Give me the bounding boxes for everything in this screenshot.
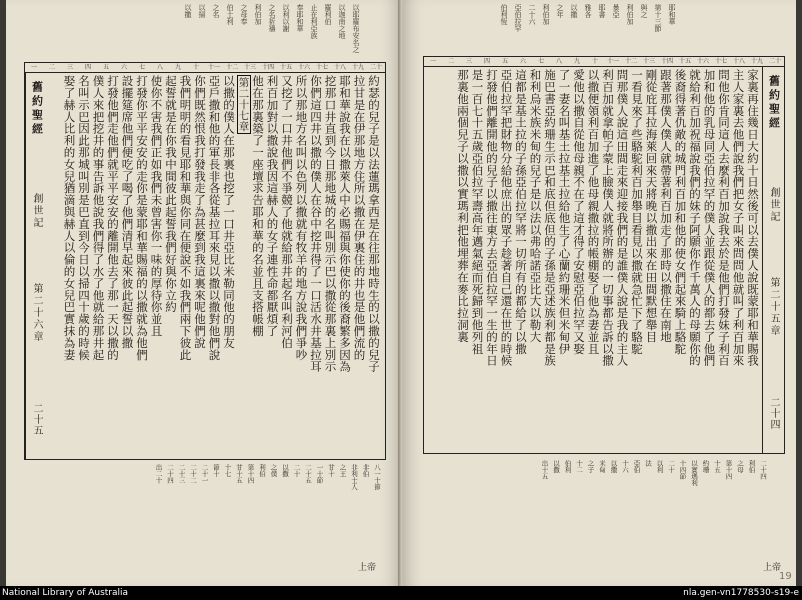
- text-column: 約瑟的兒子是以法蓮瑪拿西是在往那地時生的以撒的兒子: [367, 75, 381, 373]
- ruler-mark: 一: [429, 58, 436, 65]
- text-column: 以撒便領利百加進了他母親撒拉的帳棚娶了他為妻並且: [586, 69, 601, 355]
- ruler-mark: 十八: [732, 58, 745, 65]
- top-note: 利伯加: [254, 4, 262, 25]
- top-note: 利伯加: [542, 4, 550, 25]
- text-column: 耶和華說我在以撒萊人中必賜福與你使你的後裔繁多因為: [338, 75, 352, 373]
- bottom-note: 二十三: [177, 464, 186, 484]
- text-column: 這都是基土拉的子孫亞伯拉罕將一切所有的都給了以撒: [514, 69, 528, 355]
- text-column: 後裔得著仇敵的城門利百加和他的使女們起來騎上駱駝: [673, 69, 688, 355]
- bottom-note: 十七: [223, 464, 232, 477]
- top-note: 雅各: [584, 4, 592, 18]
- bottom-note: 利伯: [258, 464, 266, 477]
- ruler-mark: 十一: [207, 64, 220, 71]
- ruler-mark: 五: [501, 58, 508, 65]
- ruler-mark: 十五: [279, 64, 292, 71]
- bottom-note: 二十: [292, 464, 301, 477]
- page-number: 二十四: [768, 397, 779, 430]
- text-column: 你們這四井以撒的僕人在谷中挖井得了一口活水井基拉耳: [309, 75, 323, 373]
- text-column: 就給利百加祝福說我們的妹子阿願你作千萬人的母願你的: [688, 69, 702, 367]
- text-frame: [24, 62, 386, 460]
- top-note: 伯利恆: [500, 4, 508, 25]
- bottom-note: 二十五: [304, 464, 312, 484]
- bottom-note: 法: [644, 460, 652, 467]
- bottom-note: 以撒: [609, 460, 618, 473]
- ruler-mark: 十三: [243, 64, 256, 71]
- top-annotations: [443, 4, 676, 64]
- footer-identifier: nla.gen-vn1778530-s19-e: [683, 588, 799, 598]
- ruler-mark: 十九: [750, 58, 763, 65]
- top-note: 利伯加: [626, 4, 634, 25]
- ruler-mark: 十一: [606, 58, 619, 65]
- top-note: 以利以謝: [282, 4, 290, 32]
- bottom-note: 二十四: [166, 464, 174, 484]
- bottom-note: 二十: [667, 460, 675, 473]
- column-ruler: [424, 57, 784, 67]
- bottom-note: 非利士人: [350, 464, 358, 490]
- bottom-note: 第十四: [246, 464, 255, 484]
- bottom-note: 之子: [586, 460, 595, 473]
- bottom-note: 甘十: [327, 464, 335, 477]
- text-column: 家裏再住幾日大約十日然後可以去僕人說既蒙耶和華賜我: [746, 69, 760, 367]
- ruler-mark: 二: [447, 58, 454, 65]
- bottom-note: 二十一: [200, 464, 209, 484]
- ruler-mark: 十二: [225, 64, 238, 71]
- ruler-mark: 七: [138, 64, 145, 71]
- column-ruler: [25, 63, 385, 73]
- top-note: 二十六: [528, 4, 536, 25]
- ruler-mark: 十四: [261, 64, 274, 71]
- text-column: 你們既然恨我打發我走了為甚麼到我這裏來呢他們說: [193, 75, 207, 349]
- bottom-note: 以利: [655, 460, 664, 473]
- page-label: 上帝: [358, 563, 377, 573]
- text-column: 打發你平平安安的走你是蒙耶和華賜福的以撒就為他們: [135, 75, 149, 361]
- text-column: 挖那口井直到今日那地城的名叫別示巴以撒從那裏上別示: [323, 75, 338, 373]
- ruler-mark: 十七: [714, 58, 727, 65]
- top-note: 以撒: [184, 4, 192, 18]
- bottom-note: 出十五: [540, 460, 549, 480]
- text-column: 拉甘是在伊那地方住所以撒在伊裏住的井也是他們流的: [352, 75, 367, 361]
- top-note: 耶和華: [668, 4, 676, 25]
- text-column: 所以那地方名叫以色列以撒就有牧羊的地方說我們爭吵: [294, 75, 309, 361]
- ruler-mark: 十: [192, 64, 199, 71]
- ruler-mark: 十: [591, 58, 598, 65]
- ruler-mark: 四: [483, 58, 490, 65]
- text-column: 我們明明的看見耶和華與你同在便說不如我們兩下彼此: [178, 75, 193, 361]
- top-note: 之年: [556, 4, 564, 18]
- text-column: 剛從庇耳拉海萊回來天將晚以撒出來在田間默想舉目: [644, 69, 659, 343]
- top-note: 以撒: [570, 4, 578, 18]
- bottom-note: 十四節: [678, 460, 687, 480]
- top-note: 羅利伯: [324, 4, 332, 25]
- book-title: 舊約聖經: [767, 75, 781, 131]
- ruler-mark: 五: [102, 64, 109, 71]
- pencil-mark: 19: [779, 571, 792, 582]
- text-column: 使你不害我們正如我們未曾害你一味的厚待你並且: [149, 75, 164, 337]
- bottom-note: 米甸: [598, 460, 606, 473]
- top-note: 亞伯拉罕: [514, 4, 522, 32]
- top-note: 耶書: [598, 4, 606, 18]
- text-column: 一看見來了些駱駝利百加舉目看見以撒就急忙下了駱駝: [630, 69, 644, 355]
- text-column: 起誓就是在你我中間彼此起誓我們好與你立約: [164, 75, 178, 313]
- footer-credit: National Library of Australia: [2, 588, 129, 598]
- text-column: 利百加就拿帕子蒙上臉僕人就將所辦的一切事都告訴以撒: [601, 69, 615, 367]
- ruler-mark: 四: [84, 64, 91, 71]
- bottom-note: 十六: [621, 460, 629, 473]
- text-column: 僕人來把挖井的事告訴他說我們得了水了他就給那井起: [91, 75, 106, 361]
- chapter-heading-column: [236, 75, 251, 455]
- text-column: 打發他們走他們就平平安安的離開他去了那一天以撒的: [106, 75, 120, 361]
- text-column: 了一妻名叫基土拉基土拉給他生了心蘭約珊米但米甸伊: [557, 69, 572, 355]
- text-column: 娶了赫人比利的女兒猶滴與赫人以倫的女兒巴實抹為妻: [62, 75, 77, 361]
- bottom-note: 亞伯: [632, 460, 641, 473]
- ruler-mark: 十三: [642, 58, 655, 65]
- page-label: 上帝: [763, 563, 782, 573]
- top-note: 伯土利: [226, 4, 234, 25]
- top-note: 奉耶和華: [296, 4, 304, 32]
- ruler-mark: 二十: [369, 64, 382, 71]
- bottom-note: 伯利: [563, 460, 572, 473]
- text-column: 跟著那僕人僕人就帶著利百加走了那時以撒住在南地: [659, 69, 673, 343]
- book-title: 舊約聖經: [30, 81, 44, 137]
- ruler-mark: 十八: [333, 64, 346, 71]
- book-name: 創世記: [31, 193, 42, 229]
- text-column: 設擺筵席他們便吃了喝了他們清早起來彼此起誓以撒: [120, 75, 135, 349]
- bottom-note: 甘十五: [235, 464, 243, 484]
- top-note: 之母奉: [240, 4, 248, 25]
- text-column: 那裏他兩個兒子以撒以實瑪利把他埋葬在麥比拉洞裏: [456, 69, 470, 343]
- text-column: 名叫示巴因此那城叫別是巴直到今日以掃四十歲的時候: [77, 75, 91, 361]
- top-note: 暴亞: [612, 4, 620, 18]
- scripture-text: [49, 75, 381, 455]
- ruler-mark: 十六: [297, 64, 310, 71]
- text-column: 和利烏米族米甸的兒子是以法以弗哈諾亞比大以勒大: [528, 69, 543, 343]
- ruler-mark: 十五: [678, 58, 691, 65]
- bottom-note: 以實瑪利: [690, 460, 698, 486]
- page-header: [762, 67, 784, 453]
- bottom-note: 以撒: [552, 460, 560, 473]
- bottom-note: 第十四: [724, 460, 733, 480]
- bottom-note: 之母: [736, 460, 744, 473]
- bottom-note: 一十節: [315, 464, 324, 484]
- ruler-mark: 九: [573, 58, 580, 65]
- right-page: [403, 0, 796, 586]
- chapter-heading: 第二十七章: [237, 77, 250, 132]
- text-column: 施巴書亞約珊生示巴和底但底但的子孫是亞述族利都是族: [543, 69, 557, 367]
- bottom-note: 之王: [338, 464, 347, 477]
- text-column: 問他你肯同這人去麼利百加說我去於是他們打發妹子利百: [717, 69, 731, 367]
- chapter-number: 第二十六章: [31, 283, 42, 343]
- ruler-mark: 三: [465, 58, 472, 65]
- page-number: 二十五: [31, 403, 42, 436]
- ruler-mark: 二: [48, 64, 55, 71]
- ruler-mark: 十四: [660, 58, 673, 65]
- bottom-annotations: [46, 464, 380, 544]
- text-column: 亞伯拉罕把財物分給他庶出的眾子趁著自己還在世的時候: [499, 69, 514, 367]
- bottom-note: 約珊: [701, 460, 710, 473]
- top-note: 第十三節: [654, 4, 662, 32]
- ruler-mark: 三: [66, 64, 73, 71]
- ruler-mark: 十九: [351, 64, 364, 71]
- left-page: [6, 0, 400, 586]
- page-header: [25, 73, 47, 459]
- text-column: 主人家裏去他們說我們把女子叫來問問他就叫了利百加來: [731, 69, 746, 367]
- bottom-note: 節十: [212, 464, 220, 477]
- text-frame: [423, 56, 785, 454]
- top-note: 以掃: [198, 4, 206, 18]
- text-column: 是一百七十五歲亞伯拉罕壽高年邁氣絕而死歸到他列祖: [470, 69, 485, 355]
- top-annotations: [76, 4, 360, 64]
- ruler-mark: 一: [30, 64, 37, 71]
- ruler-mark: 七: [537, 58, 544, 65]
- text-column: 他在那裏築了一座壇求告耶和華的名並且支搭帳棚: [251, 75, 265, 337]
- bottom-note: 十二: [575, 460, 583, 473]
- text-column: 愛他以撒自從他母親不在了這才得了安慰亞伯拉罕又娶: [572, 69, 586, 355]
- top-note: 之名: [212, 4, 220, 18]
- ruler-mark: 十二: [624, 58, 637, 65]
- bottom-note: 二十二: [189, 464, 197, 484]
- text-column: 打發他們離開他的兒子以撒往東方去亞伯拉罕一生的年日: [485, 69, 499, 367]
- ruler-mark: 八: [156, 64, 163, 71]
- book-name: 創世記: [768, 187, 779, 223]
- ruler-mark: 六: [120, 64, 127, 71]
- scripture-text: [428, 69, 760, 449]
- top-note: 以耶羅布安名之: [352, 4, 360, 53]
- text-column: 亞戶撒和他的軍長非各從基拉耳來見以撒以撒對他們說: [207, 75, 222, 361]
- top-note: 止在利亞族: [310, 4, 318, 39]
- chapter-number: 第二十五章: [768, 277, 779, 337]
- footer-bar: [0, 586, 802, 600]
- bottom-annotations: [433, 460, 766, 540]
- text-column: 利百加對以撒說我因這赫人的女子連性命都厭煩了: [265, 75, 280, 337]
- text-column: 又挖了一口井他們不爭競了他就給那井起名叫利河伯: [280, 75, 294, 349]
- text-column: 以撒的僕人在那裏也挖了一口井亞比米勒同他的朋友: [222, 75, 236, 349]
- top-note: 與之: [640, 4, 648, 18]
- bottom-note: 出二十: [154, 464, 163, 484]
- bottom-note: 八一十節: [373, 464, 381, 490]
- bottom-note: 之僕: [269, 464, 278, 477]
- ruler-mark: 九: [174, 64, 181, 71]
- bottom-note: 以撒: [281, 464, 289, 477]
- bottom-note: 十五: [713, 460, 721, 473]
- bottom-note: 非伯: [361, 464, 370, 477]
- top-note: 之名祈禱: [268, 4, 276, 32]
- top-note: 以迦南之地: [338, 4, 346, 39]
- bottom-note: 利伯: [747, 460, 756, 473]
- text-column: 加和他的乳母同亞伯拉罕的僕人並跟從僕人的都去了他們: [702, 69, 717, 367]
- ruler-mark: 八: [555, 58, 562, 65]
- ruler-mark: 十六: [696, 58, 709, 65]
- bottom-note: 二十四: [759, 460, 767, 480]
- ruler-mark: 六: [519, 58, 526, 65]
- ruler-mark: 二十: [768, 58, 781, 65]
- text-column: 問那僕人說這田間走來迎接我們的是誰僕人說是我的主人: [615, 69, 630, 367]
- ruler-mark: 十七: [315, 64, 328, 71]
